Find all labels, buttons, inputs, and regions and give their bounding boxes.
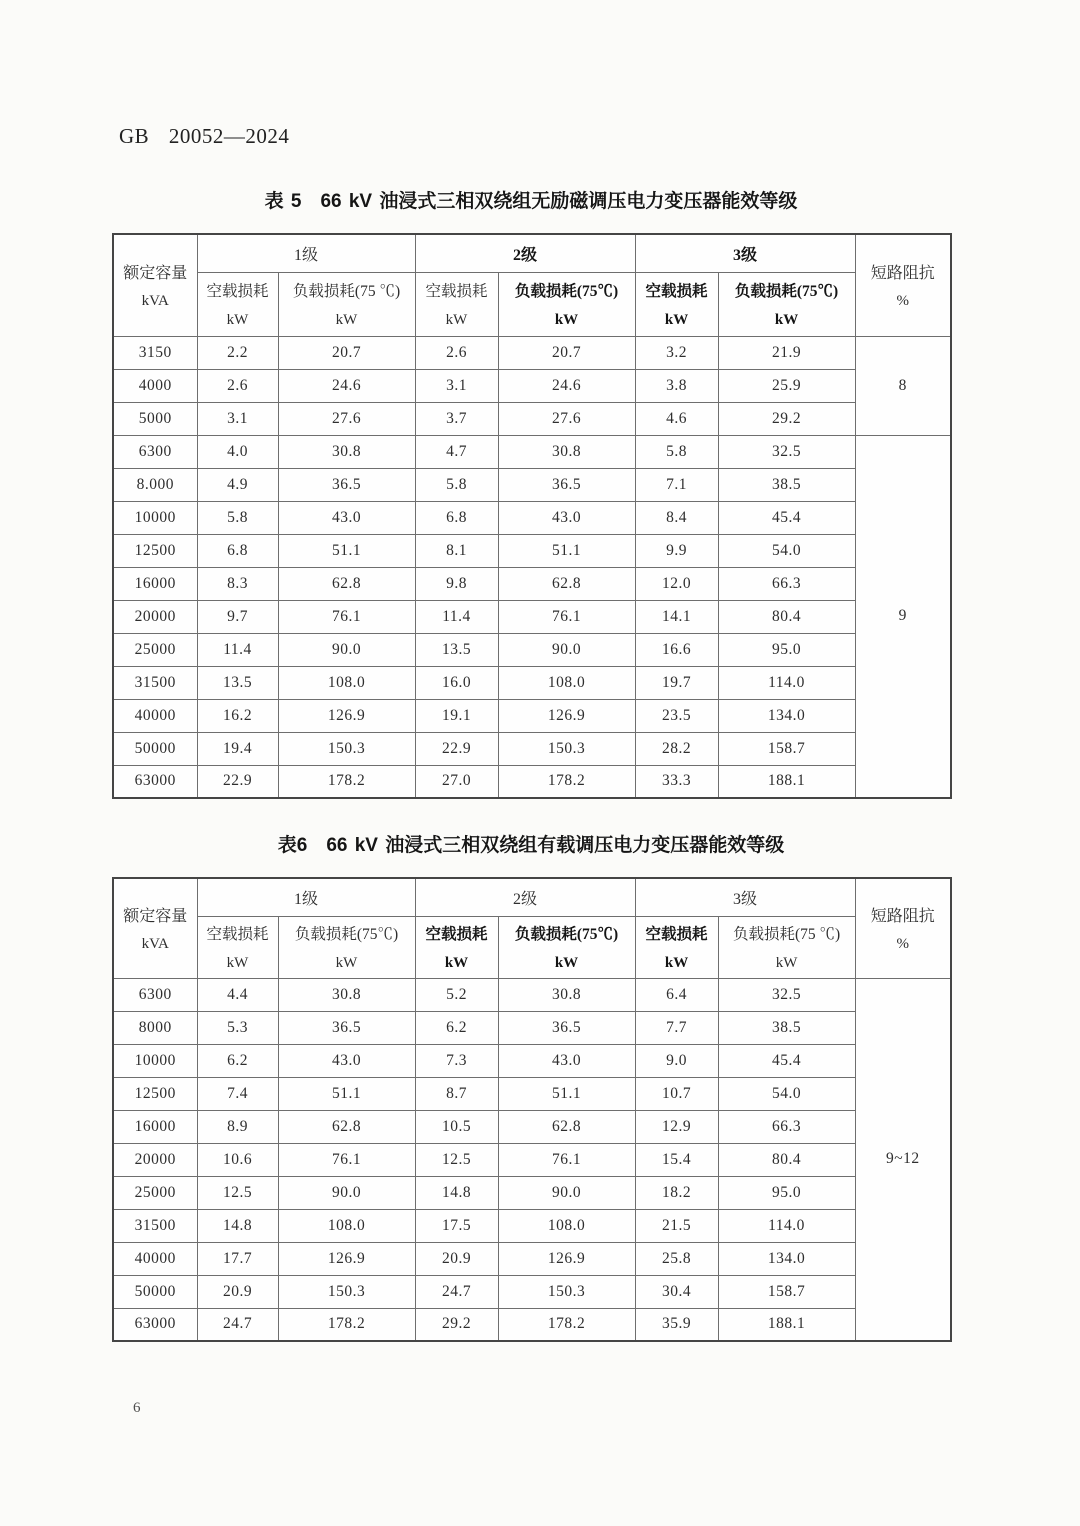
loss-value-cell: 90.0 (498, 633, 635, 666)
table-row (113, 1308, 951, 1341)
loss-value-cell: 15.4 (635, 1143, 718, 1176)
capacity-cell: 10000 (113, 501, 197, 534)
capacity-cell: 6300 (113, 435, 197, 468)
loss-value-cell: 150.3 (498, 1275, 635, 1308)
impedance-cell: 8 (855, 336, 951, 435)
capacity-cell: 5000 (113, 402, 197, 435)
loss-value-cell: 62.8 (498, 1110, 635, 1143)
capacity-cell: 16000 (113, 567, 197, 600)
loss-value-cell: 11.4 (197, 633, 278, 666)
loss-value-cell: 13.5 (415, 633, 498, 666)
loss-value-cell: 114.0 (718, 666, 855, 699)
table-row (113, 978, 951, 1011)
capacity-label: 额定容量 (123, 908, 188, 926)
loss-value-cell: 2.6 (197, 369, 278, 402)
table-row (113, 501, 951, 534)
standard-number: GB 20052—2024 (119, 124, 290, 148)
loss-value-cell: 2.2 (197, 336, 278, 369)
loss-value-cell: 76.1 (278, 1143, 415, 1176)
grade1-load-header: 负载损耗(75 ℃) kW (278, 272, 415, 336)
loss-value-cell: 4.9 (197, 468, 278, 501)
table-row (113, 732, 951, 765)
grade3-header: 3级 (635, 878, 855, 916)
loss-value-cell: 150.3 (278, 732, 415, 765)
loss-value-cell: 80.4 (718, 600, 855, 633)
capacity-cell: 20000 (113, 1143, 197, 1176)
loss-value-cell: 90.0 (498, 1176, 635, 1209)
loss-value-cell: 29.2 (718, 402, 855, 435)
capacity-cell: 50000 (113, 732, 197, 765)
capacity-cell: 8.000 (113, 468, 197, 501)
loss-value-cell: 30.8 (278, 435, 415, 468)
loss-value-cell: 29.2 (415, 1308, 498, 1341)
capacity-label: 额定容量 (123, 265, 188, 283)
loss-value-cell: 28.2 (635, 732, 718, 765)
loss-value-cell: 6.8 (197, 534, 278, 567)
loss-value-cell: 43.0 (278, 1044, 415, 1077)
loss-value-cell: 76.1 (278, 600, 415, 633)
loss-value-cell: 9.7 (197, 600, 278, 633)
loss-value-cell: 9.0 (635, 1044, 718, 1077)
loss-value-cell: 9.9 (635, 534, 718, 567)
grade3-noload-header: 空载损耗 kW (635, 916, 718, 978)
loss-value-cell: 32.5 (718, 435, 855, 468)
loss-value-cell: 54.0 (718, 1077, 855, 1110)
loss-value-cell: 3.1 (415, 369, 498, 402)
loss-value-cell: 54.0 (718, 534, 855, 567)
capacity-cell: 20000 (113, 600, 197, 633)
grade1-noload-header: 空载损耗 kW (197, 916, 278, 978)
loss-value-cell: 4.7 (415, 435, 498, 468)
loss-value-cell: 24.7 (415, 1275, 498, 1308)
loss-value-cell: 108.0 (498, 1209, 635, 1242)
loss-value-cell: 12.9 (635, 1110, 718, 1143)
table-row (113, 1242, 951, 1275)
table6-title: 表6 66 kV 油浸式三相双绕组有载调压电力变压器能效等级 (277, 835, 785, 856)
loss-value-cell: 8.1 (415, 534, 498, 567)
loss-value-cell: 4.6 (635, 402, 718, 435)
loss-value-cell: 9.8 (415, 567, 498, 600)
loss-value-cell: 10.5 (415, 1110, 498, 1143)
table-row (113, 567, 951, 600)
table-row (113, 402, 951, 435)
loss-value-cell: 90.0 (278, 633, 415, 666)
loss-value-cell: 8.7 (415, 1077, 498, 1110)
loss-value-cell: 30.8 (498, 978, 635, 1011)
capacity-cell: 6300 (113, 978, 197, 1011)
grade2-noload-header: 空载损耗 kW (415, 272, 498, 336)
impedance-header (855, 878, 951, 978)
loss-value-cell: 126.9 (278, 699, 415, 732)
loss-value-cell: 178.2 (278, 1308, 415, 1341)
loss-value-cell: 62.8 (278, 1110, 415, 1143)
loss-value-cell: 20.9 (415, 1242, 498, 1275)
capacity-cell: 25000 (113, 1176, 197, 1209)
loss-value-cell: 66.3 (718, 1110, 855, 1143)
impedance-cell: 9~12 (855, 978, 951, 1341)
loss-value-cell: 3.2 (635, 336, 718, 369)
loss-value-cell: 38.5 (718, 1011, 855, 1044)
loss-value-cell: 36.5 (278, 468, 415, 501)
table-row (113, 1011, 951, 1044)
loss-value-cell: 51.1 (278, 1077, 415, 1110)
loss-value-cell: 33.3 (635, 765, 718, 798)
loss-value-cell: 51.1 (498, 534, 635, 567)
loss-value-cell: 126.9 (498, 1242, 635, 1275)
grade3-header: 3级 (635, 234, 855, 272)
loss-value-cell: 134.0 (718, 699, 855, 732)
loss-value-cell: 16.2 (197, 699, 278, 732)
capacity-unit: kVA (141, 936, 169, 953)
table-row (113, 468, 951, 501)
capacity-cell: 10000 (113, 1044, 197, 1077)
loss-value-cell: 14.8 (197, 1209, 278, 1242)
loss-value-cell: 27.0 (415, 765, 498, 798)
impedance-label: 短路阻抗 (870, 908, 935, 926)
grade2-load-header: 负载损耗(75℃) kW (498, 916, 635, 978)
loss-value-cell: 30.4 (635, 1275, 718, 1308)
table-row (113, 369, 951, 402)
capacity-cell: 16000 (113, 1110, 197, 1143)
grade1-header: 1级 (197, 878, 415, 916)
header-group-row (113, 878, 951, 916)
table-row (113, 435, 951, 468)
loss-value-cell: 51.1 (498, 1077, 635, 1110)
loss-value-cell: 27.6 (498, 402, 635, 435)
loss-value-cell: 6.2 (197, 1044, 278, 1077)
loss-value-cell: 4.0 (197, 435, 278, 468)
capacity-header (113, 234, 197, 336)
loss-value-cell: 19.7 (635, 666, 718, 699)
table-row (113, 600, 951, 633)
loss-value-cell: 11.4 (415, 600, 498, 633)
loss-value-cell: 36.5 (278, 1011, 415, 1044)
loss-value-cell: 5.2 (415, 978, 498, 1011)
loss-value-cell: 25.9 (718, 369, 855, 402)
impedance-label: 短路阻抗 (870, 265, 935, 283)
loss-value-cell: 16.6 (635, 633, 718, 666)
capacity-cell: 4000 (113, 369, 197, 402)
loss-value-cell: 95.0 (718, 1176, 855, 1209)
loss-value-cell: 8.4 (635, 501, 718, 534)
table6-header (113, 878, 951, 978)
loss-value-cell: 114.0 (718, 1209, 855, 1242)
loss-value-cell: 12.0 (635, 567, 718, 600)
loss-value-cell: 14.1 (635, 600, 718, 633)
loss-value-cell: 23.5 (635, 699, 718, 732)
grade3-noload-header: 空载损耗 kW (635, 272, 718, 336)
table-row (113, 633, 951, 666)
table6-body (113, 978, 951, 1341)
loss-value-cell: 13.5 (197, 666, 278, 699)
loss-value-cell: 30.8 (278, 978, 415, 1011)
loss-value-cell: 43.0 (498, 1044, 635, 1077)
loss-value-cell: 45.4 (718, 1044, 855, 1077)
table-row (113, 666, 951, 699)
loss-value-cell: 5.8 (197, 501, 278, 534)
table-row (113, 1044, 951, 1077)
impedance-unit: % (896, 293, 910, 310)
loss-value-cell: 150.3 (278, 1275, 415, 1308)
loss-value-cell: 7.7 (635, 1011, 718, 1044)
grade3-load-header: 负载损耗(75 ℃) kW (718, 916, 855, 978)
grade2-header: 2级 (415, 878, 635, 916)
capacity-cell: 8000 (113, 1011, 197, 1044)
loss-value-cell: 10.6 (197, 1143, 278, 1176)
loss-value-cell: 150.3 (498, 732, 635, 765)
header-group-row (113, 234, 951, 272)
loss-value-cell: 158.7 (718, 732, 855, 765)
capacity-cell: 12500 (113, 1077, 197, 1110)
loss-value-cell: 8.9 (197, 1110, 278, 1143)
table-row (113, 1143, 951, 1176)
loss-value-cell: 108.0 (278, 1209, 415, 1242)
loss-value-cell: 22.9 (197, 765, 278, 798)
loss-value-cell: 17.7 (197, 1242, 278, 1275)
table-row (113, 1110, 951, 1143)
capacity-unit: kVA (141, 293, 169, 310)
loss-value-cell: 38.5 (718, 468, 855, 501)
loss-value-cell: 21.5 (635, 1209, 718, 1242)
grade2-load-header: 负载损耗(75℃) kW (498, 272, 635, 336)
loss-value-cell: 108.0 (498, 666, 635, 699)
loss-value-cell: 25.8 (635, 1242, 718, 1275)
loss-value-cell: 45.4 (718, 501, 855, 534)
loss-value-cell: 20.9 (197, 1275, 278, 1308)
grade2-header: 2级 (415, 234, 635, 272)
loss-value-cell: 51.1 (278, 534, 415, 567)
loss-value-cell: 20.7 (278, 336, 415, 369)
loss-value-cell: 14.8 (415, 1176, 498, 1209)
loss-value-cell: 95.0 (718, 633, 855, 666)
grade1-noload-header: 空载损耗 kW (197, 272, 278, 336)
loss-value-cell: 24.7 (197, 1308, 278, 1341)
loss-value-cell: 36.5 (498, 468, 635, 501)
table5-header (113, 234, 951, 336)
table-row (113, 699, 951, 732)
table-row (113, 1176, 951, 1209)
table5 (112, 233, 952, 799)
loss-value-cell: 6.2 (415, 1011, 498, 1044)
loss-value-cell: 6.8 (415, 501, 498, 534)
loss-value-cell: 2.6 (415, 336, 498, 369)
loss-value-cell: 158.7 (718, 1275, 855, 1308)
loss-value-cell: 20.7 (498, 336, 635, 369)
loss-value-cell: 188.1 (718, 1308, 855, 1341)
grade3-load-header: 负载损耗(75℃) kW (718, 272, 855, 336)
loss-value-cell: 7.4 (197, 1077, 278, 1110)
loss-value-cell: 178.2 (278, 765, 415, 798)
loss-value-cell: 4.4 (197, 978, 278, 1011)
table-row (113, 1209, 951, 1242)
loss-value-cell: 12.5 (415, 1143, 498, 1176)
loss-value-cell: 10.7 (635, 1077, 718, 1110)
loss-value-cell: 90.0 (278, 1176, 415, 1209)
capacity-cell: 3150 (113, 336, 197, 369)
page-number: 6 (133, 1400, 141, 1416)
loss-value-cell: 5.3 (197, 1011, 278, 1044)
capacity-cell: 40000 (113, 1242, 197, 1275)
loss-value-cell: 32.5 (718, 978, 855, 1011)
loss-value-cell: 134.0 (718, 1242, 855, 1275)
loss-value-cell: 16.0 (415, 666, 498, 699)
loss-value-cell: 62.8 (278, 567, 415, 600)
capacity-cell: 63000 (113, 765, 197, 798)
grade1-load-header: 负载损耗(75℃) kW (278, 916, 415, 978)
capacity-cell: 25000 (113, 633, 197, 666)
loss-value-cell: 188.1 (718, 765, 855, 798)
loss-value-cell: 6.4 (635, 978, 718, 1011)
header-sub-row (113, 916, 951, 978)
impedance-cell: 9 (855, 435, 951, 798)
loss-value-cell: 3.8 (635, 369, 718, 402)
table-row (113, 336, 951, 369)
loss-value-cell: 21.9 (718, 336, 855, 369)
loss-value-cell: 108.0 (278, 666, 415, 699)
loss-value-cell: 178.2 (498, 765, 635, 798)
loss-value-cell: 19.1 (415, 699, 498, 732)
loss-value-cell: 35.9 (635, 1308, 718, 1341)
loss-value-cell: 3.7 (415, 402, 498, 435)
impedance-unit: % (896, 936, 910, 953)
loss-value-cell: 30.8 (498, 435, 635, 468)
capacity-cell: 50000 (113, 1275, 197, 1308)
loss-value-cell: 17.5 (415, 1209, 498, 1242)
table-row (113, 1077, 951, 1110)
capacity-cell: 31500 (113, 666, 197, 699)
grade2-noload-header: 空载损耗 kW (415, 916, 498, 978)
table-row (113, 1275, 951, 1308)
loss-value-cell: 66.3 (718, 567, 855, 600)
capacity-header (113, 878, 197, 978)
loss-value-cell: 43.0 (278, 501, 415, 534)
impedance-header (855, 234, 951, 336)
loss-value-cell: 126.9 (278, 1242, 415, 1275)
loss-value-cell: 27.6 (278, 402, 415, 435)
loss-value-cell: 8.3 (197, 567, 278, 600)
header-sub-row (113, 272, 951, 336)
loss-value-cell: 5.8 (415, 468, 498, 501)
loss-value-cell: 80.4 (718, 1143, 855, 1176)
loss-value-cell: 19.4 (197, 732, 278, 765)
loss-value-cell: 43.0 (498, 501, 635, 534)
capacity-cell: 63000 (113, 1308, 197, 1341)
loss-value-cell: 178.2 (498, 1308, 635, 1341)
loss-value-cell: 36.5 (498, 1011, 635, 1044)
loss-value-cell: 62.8 (498, 567, 635, 600)
loss-value-cell: 24.6 (278, 369, 415, 402)
capacity-cell: 12500 (113, 534, 197, 567)
capacity-cell: 40000 (113, 699, 197, 732)
table5-title: 表 5 66 kV 油浸式三相双绕组无励磁调压电力变压器能效等级 (264, 191, 798, 212)
loss-value-cell: 5.8 (635, 435, 718, 468)
loss-value-cell: 22.9 (415, 732, 498, 765)
grade1-header: 1级 (197, 234, 415, 272)
loss-value-cell: 18.2 (635, 1176, 718, 1209)
table5-body (113, 336, 951, 798)
loss-value-cell: 7.3 (415, 1044, 498, 1077)
table-row (113, 534, 951, 567)
table-row (113, 765, 951, 798)
capacity-cell: 31500 (113, 1209, 197, 1242)
loss-value-cell: 76.1 (498, 1143, 635, 1176)
loss-value-cell: 24.6 (498, 369, 635, 402)
loss-value-cell: 76.1 (498, 600, 635, 633)
loss-value-cell: 7.1 (635, 468, 718, 501)
loss-value-cell: 126.9 (498, 699, 635, 732)
loss-value-cell: 12.5 (197, 1176, 278, 1209)
table6 (112, 877, 952, 1342)
loss-value-cell: 3.1 (197, 402, 278, 435)
